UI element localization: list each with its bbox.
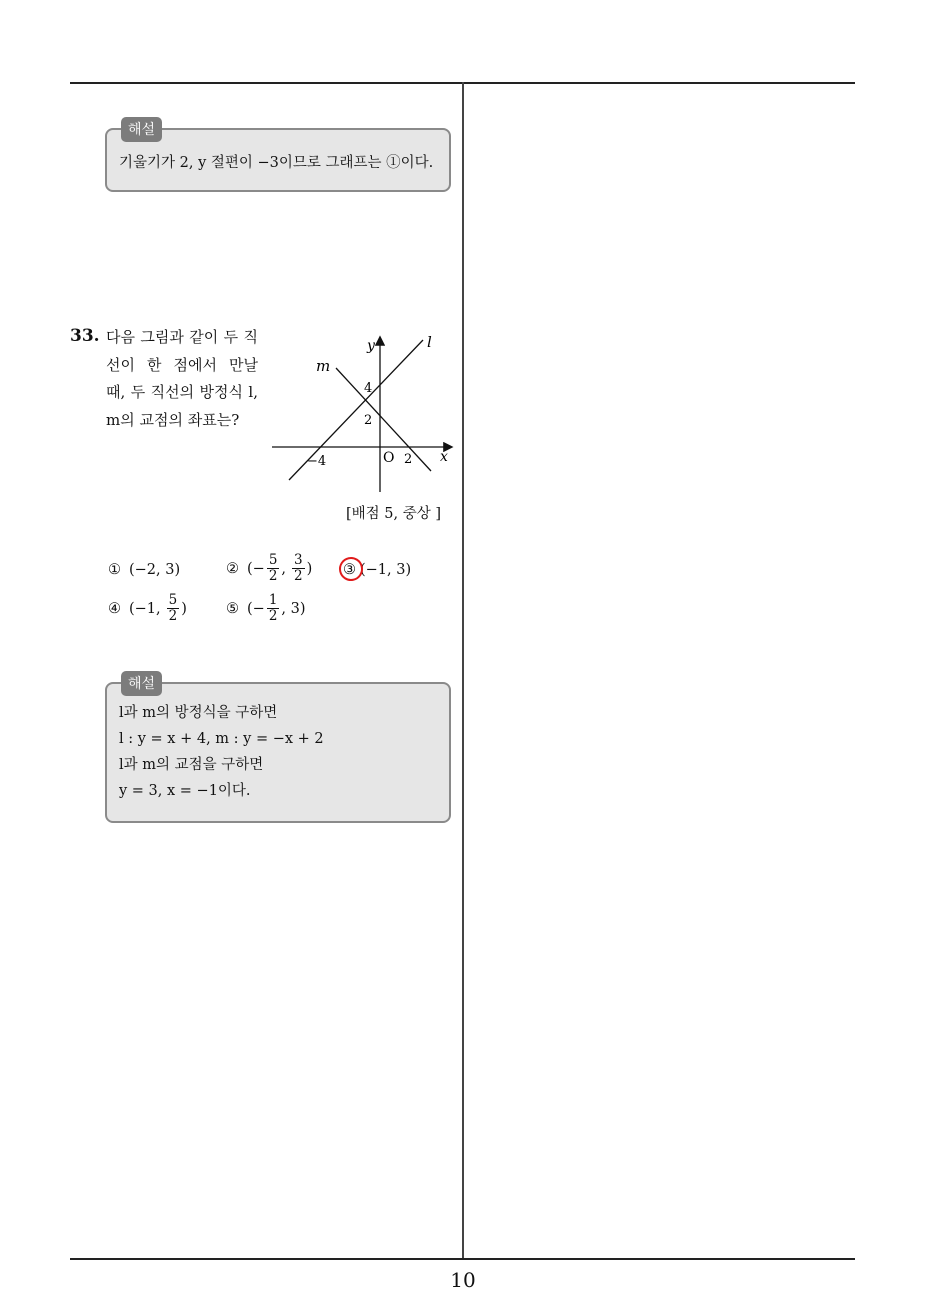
selected-answer-circle <box>337 555 365 583</box>
choice-1[interactable] <box>108 562 180 578</box>
solution-line-2: l : y = x + 4, m : y = −x + 2 <box>119 731 324 747</box>
solution-line-1: l과 m의 방정식을 구하면 <box>119 705 278 721</box>
choice-5-open: (− <box>247 600 265 617</box>
solution-box <box>105 676 451 823</box>
solution-tag: 해설 <box>121 671 162 696</box>
choice-2-close: ) <box>306 560 313 577</box>
page-number: 10 <box>450 1268 476 1292</box>
choice-2-fraction-2: $\frac{3}{2}$ <box>294 552 303 584</box>
tick-y2: 2 <box>364 413 373 428</box>
tick-x2: 2 <box>404 452 413 467</box>
choice-2[interactable] <box>226 553 312 584</box>
solution-line-4: y = 3, x = −1이다. <box>119 783 251 799</box>
solution-tag: 해설 <box>121 117 162 142</box>
tick-y4: 4 <box>364 381 373 396</box>
line-m-label: m <box>316 357 331 375</box>
choice-4-open: (−1, <box>129 600 161 617</box>
origin-label: O <box>383 450 395 466</box>
question-graph <box>268 334 458 494</box>
column-divider <box>462 82 464 1259</box>
question-number: 33. <box>70 326 100 346</box>
prev-solution-box <box>105 122 451 192</box>
choice-4-fraction: $\frac{5}{2}$ <box>168 592 178 624</box>
choice-2-fraction-1: $\frac{5}{2}$ <box>268 552 278 584</box>
bottom-rule <box>70 1258 855 1260</box>
choice-5-mark: ⑤ <box>226 600 239 617</box>
prev-solution-text: 기울기가 2, y 절편이 −3이므로 그래프는 ①이다. <box>119 155 434 171</box>
choice-4[interactable] <box>108 593 187 624</box>
choice-1-text: (−2, 3) <box>129 562 181 578</box>
choice-3-text: (−1, 3) <box>360 562 412 578</box>
choice-2-mark: ② <box>226 560 239 577</box>
choice-4-mark: ④ <box>108 600 121 617</box>
tick-xneg4: −4 <box>307 454 327 469</box>
score-label: [배점 5, 중상 ] <box>346 506 442 522</box>
line-l-label: l <box>427 334 432 351</box>
choice-5-fraction: $\frac{1}{2}$ <box>268 592 278 624</box>
choice-2-sep: , <box>281 560 287 577</box>
choice-2-open: (− <box>247 560 265 577</box>
solution-line-3: l과 m의 교점을 구하면 <box>119 757 264 773</box>
choice-5[interactable] <box>226 593 306 624</box>
choice-3-mark: ③ <box>343 562 356 578</box>
choice-4-close: ) <box>181 600 187 617</box>
x-axis-label: x <box>440 449 448 465</box>
choice-5-close: , 3) <box>281 600 306 617</box>
y-axis-label: y <box>367 338 375 354</box>
choice-1-mark: ① <box>108 562 121 578</box>
question-text: 다음 그림과 같이 두 직선이 한 점에서 만날 때, 두 직선의 방정식 l, m의 교점의 좌표는? <box>106 328 258 429</box>
